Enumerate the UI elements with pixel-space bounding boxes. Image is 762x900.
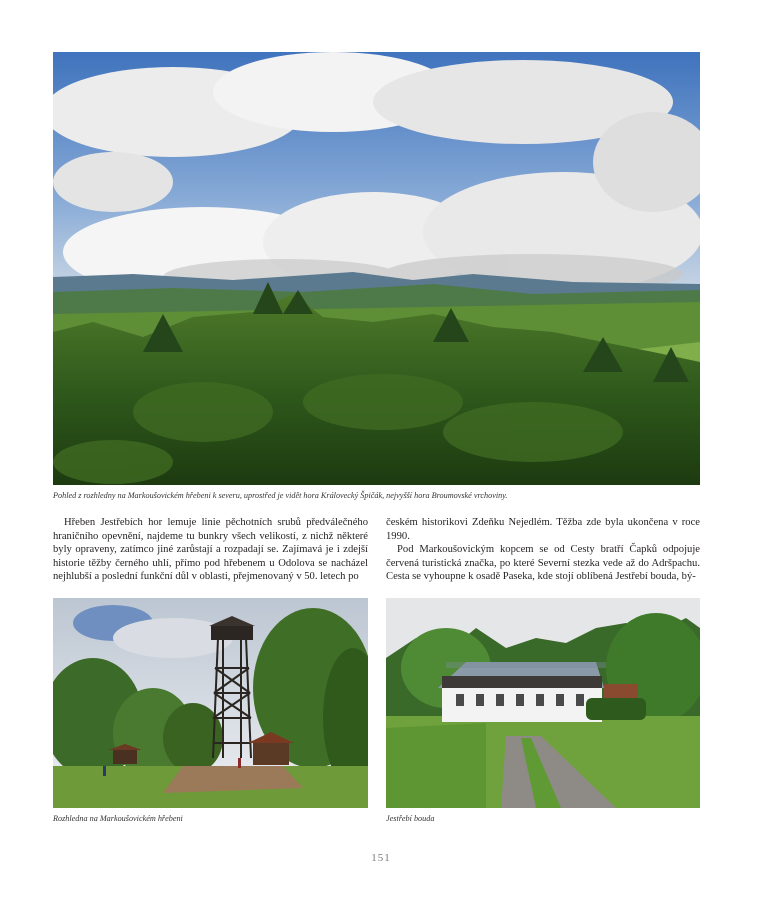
caption-jestrebi-bouda: Jestřebí bouda [386,814,435,823]
photo-lookout-tower [53,598,368,808]
body-paragraph: Hřeben Jestřebích hor lemuje linie pěchotních srubů předválečného hraničního opevnění, najdeme tu bunkry všech velikostí, z nichž některé byly opraveny, zatímco jiné zarůstají a rozpadají se. Zajímavá je i zdejší historie těžby černého uhlí, přímo pod hřebenem u Odolova se nacházel nejhlubší a poslední funkční důl v oblasti, přejmenovaný v 50. letech po [53,517,368,583]
text-column-left [53,516,368,584]
caption-lookout-tower: Rozhledna na Markoušovickém hřebeni [53,814,183,823]
body-paragraph: českém historikovi Zdeňku Nejedlém. Těžba zde byla ukončena v roce 1990. [386,517,700,542]
page-number: 151 [371,852,391,864]
caption-panorama: Pohled z rozhledny na Markoušovickém hřebeni k severu, uprostřed je vidět hora Královecký Špičák, nejvyšší hora Broumovské vrchoviny. [53,491,508,500]
photo-panorama [53,52,700,485]
photo-jestrebi-bouda [386,598,700,808]
text-column-right [386,516,700,584]
body-paragraph: Pod Markoušovickým kopcem se od Cesty bratří Čapků odpojuje červená turistická značka, po které Severní stezka vede až do Adršpachu. Cesta se vyhoupne k osadě Paseka, kde stojí oblíbená Jestřebí bouda, bý- [386,544,700,583]
